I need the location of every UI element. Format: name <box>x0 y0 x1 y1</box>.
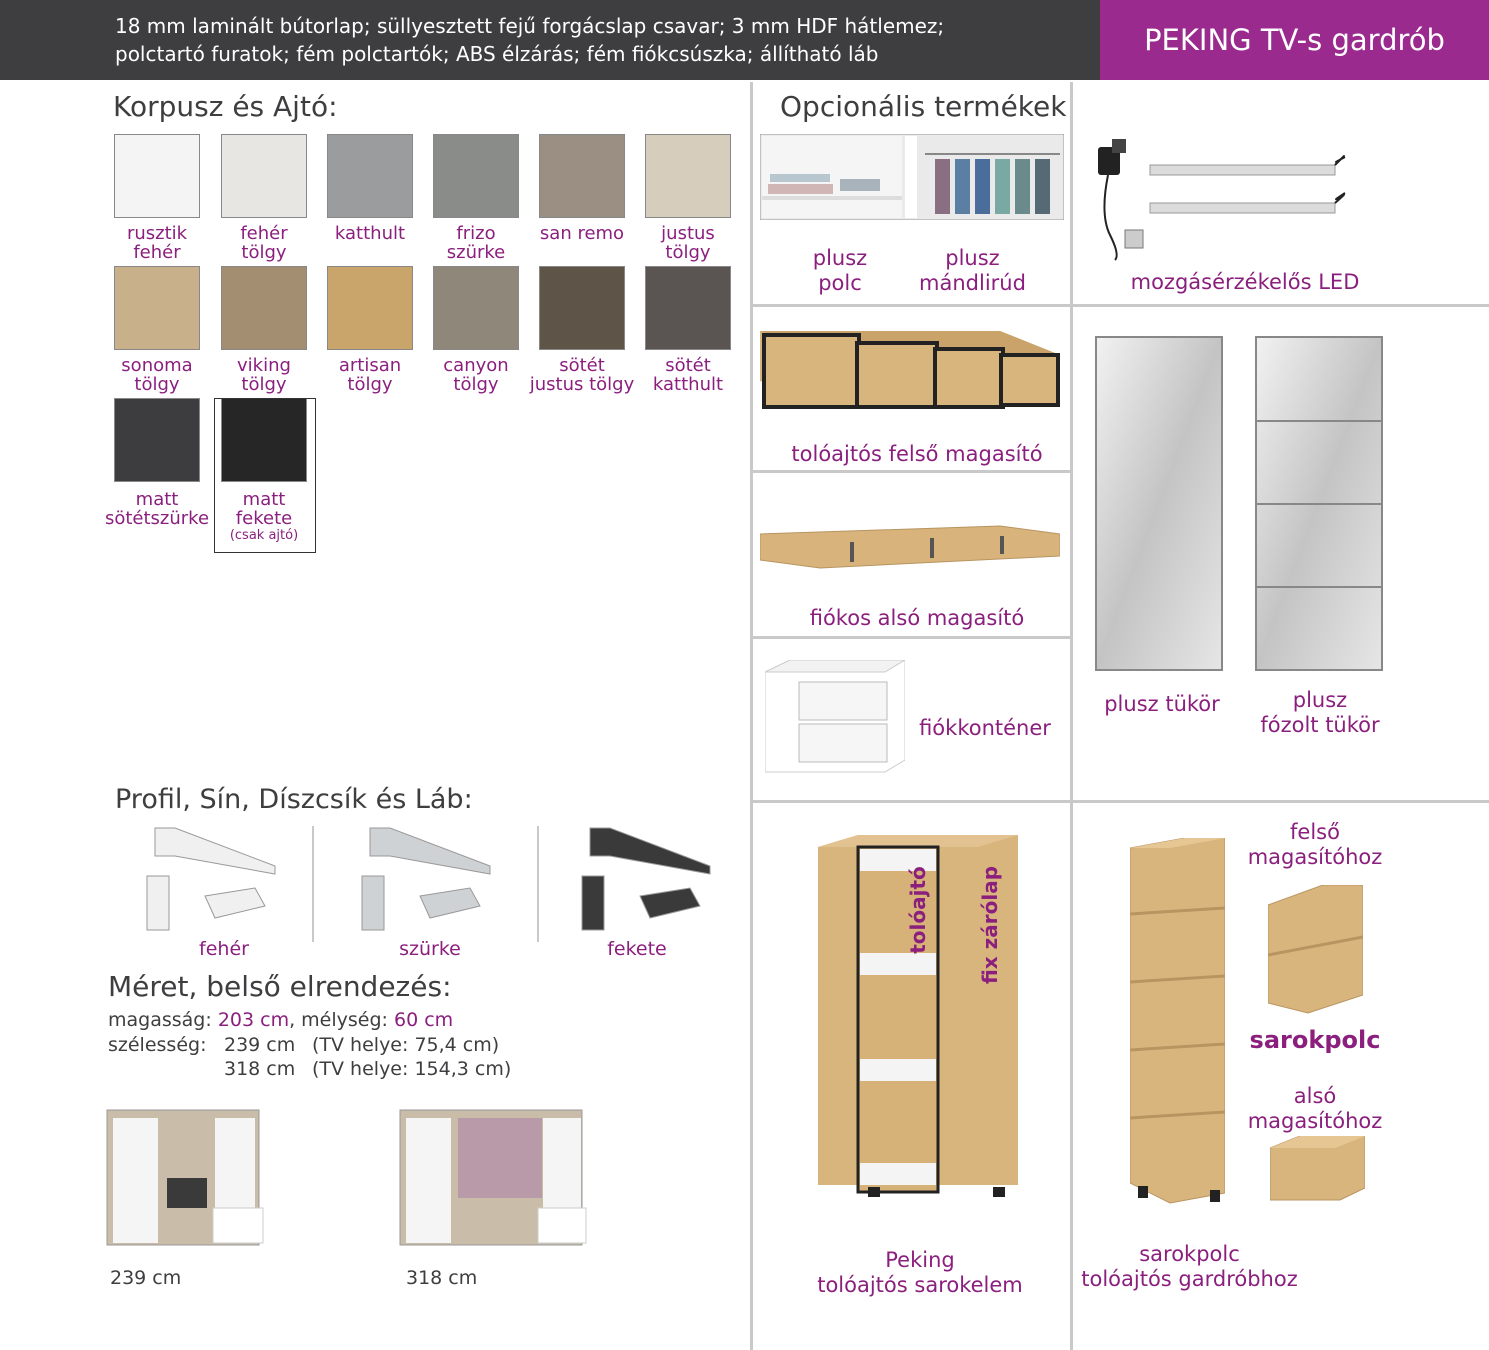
tv-space-318: (TV helye: 154,3 cm) <box>312 1058 512 1080</box>
spec-line-2: polctartó furatok; fém polctartók; ABS élzárás; fém fiókcsúszka; állítható láb <box>115 42 879 66</box>
profil-divider-1 <box>312 826 314 942</box>
divider-h4 <box>752 800 1489 803</box>
swatch-8 <box>327 266 413 350</box>
swatch-label-5: justus tölgy <box>661 223 715 263</box>
divider-main <box>750 82 753 1350</box>
corner-shelf-title: sarokpolc <box>1249 1026 1381 1054</box>
tv-space-239: (TV helye: 75,4 cm) <box>312 1034 500 1056</box>
profile-label-0: fehér <box>199 938 249 960</box>
swatch-label-1: fehér tölgy <box>240 223 288 263</box>
profil-divider-2 <box>537 826 539 942</box>
swatch-label-10: sötét justus tölgy <box>529 355 635 395</box>
profile-image-1 <box>360 826 500 936</box>
divider-h3 <box>752 636 1072 639</box>
meret-heading: Méret, belső elrendezés: <box>108 970 452 1003</box>
upper-extension-image <box>760 325 1060 415</box>
lower-helper-label: alsó magasítóhoz <box>1247 1084 1383 1133</box>
height-depth-line: magasság: 203 cm, mélység: 60 cm <box>108 1009 454 1031</box>
divider-h2 <box>752 470 1072 473</box>
swatch-3 <box>433 134 519 218</box>
faceted-mirror-image <box>1255 336 1385 672</box>
swatch-label-0: rusztik fehér <box>126 223 188 263</box>
spec-line-1: 18 mm laminált bútorlap; süllyesztett fejű forgácslap csavar; 3 mm HDF hátlemez; <box>115 14 945 38</box>
tolo-label: tolóajtó <box>906 866 930 954</box>
led-image <box>1090 135 1360 265</box>
upper-extension-label: tolóajtós felső magasító <box>791 442 1043 466</box>
swatch-9 <box>433 266 519 350</box>
upper-helper-label: felső magasítóhoz <box>1247 820 1383 869</box>
swatch-label-4: san remo <box>539 223 625 244</box>
upper-helper-image <box>1268 885 1363 1015</box>
swatch-2 <box>327 134 413 218</box>
swatch-label-9: canyon tölgy <box>443 355 509 395</box>
faceted-mirror-label: plusz fózolt tükör <box>1260 688 1380 737</box>
swatch-label-7: viking tölgy <box>237 355 291 395</box>
swatch-4 <box>539 134 625 218</box>
swatch-6 <box>114 266 200 350</box>
door-only-frame <box>214 398 316 553</box>
tolo-label-wrap <box>900 860 936 960</box>
korpusz-heading: Korpusz és Ajtó: <box>113 90 338 123</box>
swatch-label-11: sötét katthult <box>652 355 724 395</box>
fix-label-wrap <box>972 860 1008 990</box>
plusz-polc-label: plusz polc <box>812 246 868 295</box>
wardrobe-318-label: 318 cm <box>406 1267 478 1289</box>
divider-h1 <box>752 304 1489 307</box>
product-title: PEKING TV-s gardrób <box>1100 0 1489 80</box>
lower-helper-image <box>1270 1136 1365 1206</box>
swatch-label-13: matt fekete (csak ajtó) <box>229 489 299 543</box>
swatch-11 <box>645 266 731 350</box>
wardrobe-239-label: 239 cm <box>110 1267 182 1289</box>
led-label: mozgásérzékelős LED <box>1130 270 1360 294</box>
drawer-container-label: fiókkonténer <box>919 716 1051 740</box>
width-318: 318 cm <box>224 1058 296 1080</box>
swatch-label-12: matt sötétszürke <box>104 489 210 529</box>
swatch-label-2: katthult <box>334 223 406 244</box>
swatch-label-6: sonoma tölgy <box>121 355 193 395</box>
spec-text <box>115 12 944 68</box>
swatch-label-8: artisan tölgy <box>338 355 402 395</box>
swatch-5 <box>645 134 731 218</box>
mirror-image <box>1095 336 1225 672</box>
profil-heading: Profil, Sín, Díszcsík és Láb: <box>115 784 473 815</box>
shelf-rail-image <box>760 134 1064 220</box>
corner-shelf-image <box>1130 838 1225 1208</box>
swatch-10 <box>539 266 625 350</box>
drawer-container-image <box>765 660 905 780</box>
lower-extension-image <box>760 520 1060 570</box>
profile-label-2: fekete <box>607 938 667 960</box>
swatch-7 <box>221 266 307 350</box>
lower-extension-label: fiókos alsó magasító <box>809 606 1025 630</box>
fix-label: fix zárólap <box>978 865 1003 985</box>
profile-image-0 <box>145 826 285 936</box>
optional-heading: Opcionális termékek <box>780 90 1067 123</box>
width-239: 239 cm <box>224 1034 296 1056</box>
swatch-label-3: frizo szürke <box>446 223 506 263</box>
swatch-0 <box>114 134 200 218</box>
plusz-rud-label: plusz mándlirúd <box>919 246 1026 295</box>
width-label: szélesség: <box>108 1034 207 1056</box>
wardrobe-239-image <box>105 1108 265 1253</box>
wardrobe-318-image <box>398 1108 588 1253</box>
profile-image-2 <box>580 826 720 936</box>
swatch-12 <box>114 398 200 482</box>
divider-right <box>1070 82 1073 1350</box>
mirror-label: plusz tükör <box>1104 692 1220 716</box>
corner-element-label: Peking tolóajtós sarokelem <box>817 1248 1023 1297</box>
swatch-1 <box>221 134 307 218</box>
profile-label-1: szürke <box>399 938 461 960</box>
corner-shelf-label: sarokpolc tolóajtós gardróbhoz <box>1081 1242 1298 1291</box>
